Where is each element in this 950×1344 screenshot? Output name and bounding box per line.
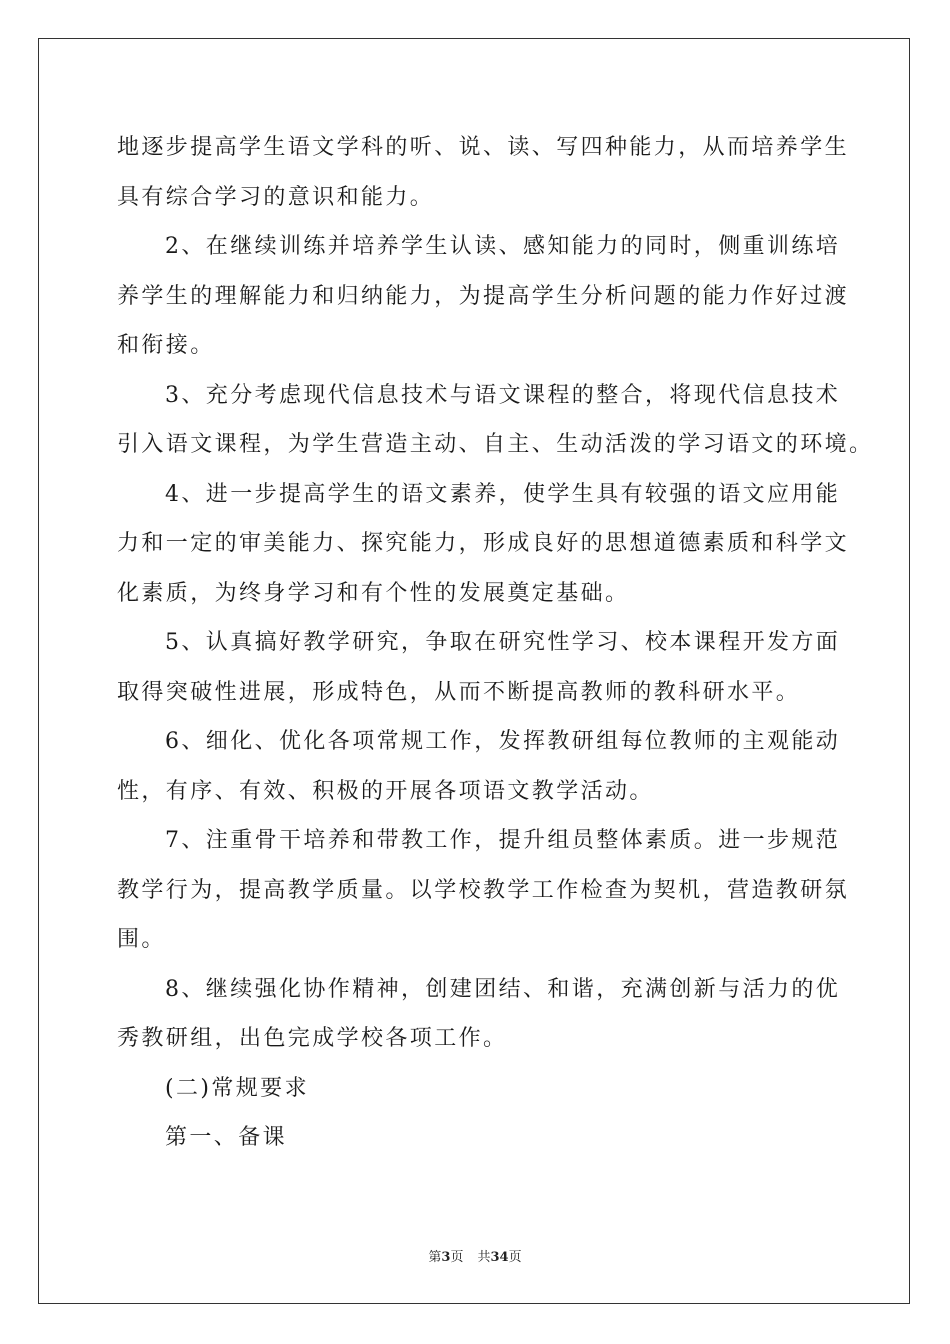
text-line: 6、细化、优化各项常规工作，发挥教研组每位教师的主观能动 [165, 729, 841, 754]
text-line: 地逐步提高学生语文学科的听、说、读、写四种能力，从而培养学生 [117, 135, 850, 160]
text-line: 力和一定的审美能力、探究能力，形成良好的思想道德素质和科学文 [117, 531, 850, 556]
text-line: 化素质，为终身学习和有个性的发展奠定基础。 [117, 580, 630, 606]
subsection-heading: 第一、备课 [165, 1125, 288, 1150]
text-line: 5、认真搞好教学研究，争取在研究性学习、校本课程开发方面 [165, 630, 841, 655]
text-line: 7、注重骨干培养和带教工作，提升组员整体素质。进一步规范 [165, 828, 841, 853]
text-line: 围。 [117, 927, 166, 952]
text-line: 教学行为，提高教学质量。以学校教学工作检查为契机，营造教研氛 [117, 877, 850, 903]
total-page-count: 34 [490, 1250, 509, 1265]
document-body [117, 123, 874, 1163]
text-line: 取得突破性进展，形成特色，从而不断提高教师的教科研水平。 [117, 679, 801, 705]
text-line: 具有综合学习的意识和能力。 [117, 184, 435, 210]
text-line: 8、继续强化协作精神，创建团结、和谐，充满创新与活力的优 [165, 976, 841, 1002]
text-line: 3、充分考虑现代信息技术与语文课程的整合，将现代信息技术 [165, 382, 841, 408]
page-suffix: 页 [450, 1250, 464, 1265]
text-line: 引入语文课程，为学生营造主动、自主、生动活泼的学习语文的环境。 [117, 432, 874, 457]
text-line: 4、进一步提高学生的语文素养，使学生具有较强的语文应用能 [165, 481, 841, 507]
page-prefix: 第 [428, 1250, 442, 1265]
section-heading: (二)常规要求 [165, 1075, 309, 1101]
page-footer [0, 1246, 950, 1265]
text-line: 秀教研组，出色完成学校各项工作。 [117, 1026, 508, 1051]
text-line: 和衔接。 [117, 333, 215, 358]
current-page-number: 3 [441, 1250, 451, 1265]
text-line: 2、在继续训练并培养学生认读、感知能力的同时，侧重训练培 [165, 234, 841, 259]
text-line: 性，有序、有效、积极的开展各项语文教学活动。 [117, 778, 654, 804]
text-line: 养学生的理解能力和归纳能力，为提高学生分析问题的能力作好过渡 [117, 283, 850, 309]
total-prefix: 共 [477, 1250, 491, 1265]
total-suffix: 页 [508, 1250, 522, 1265]
